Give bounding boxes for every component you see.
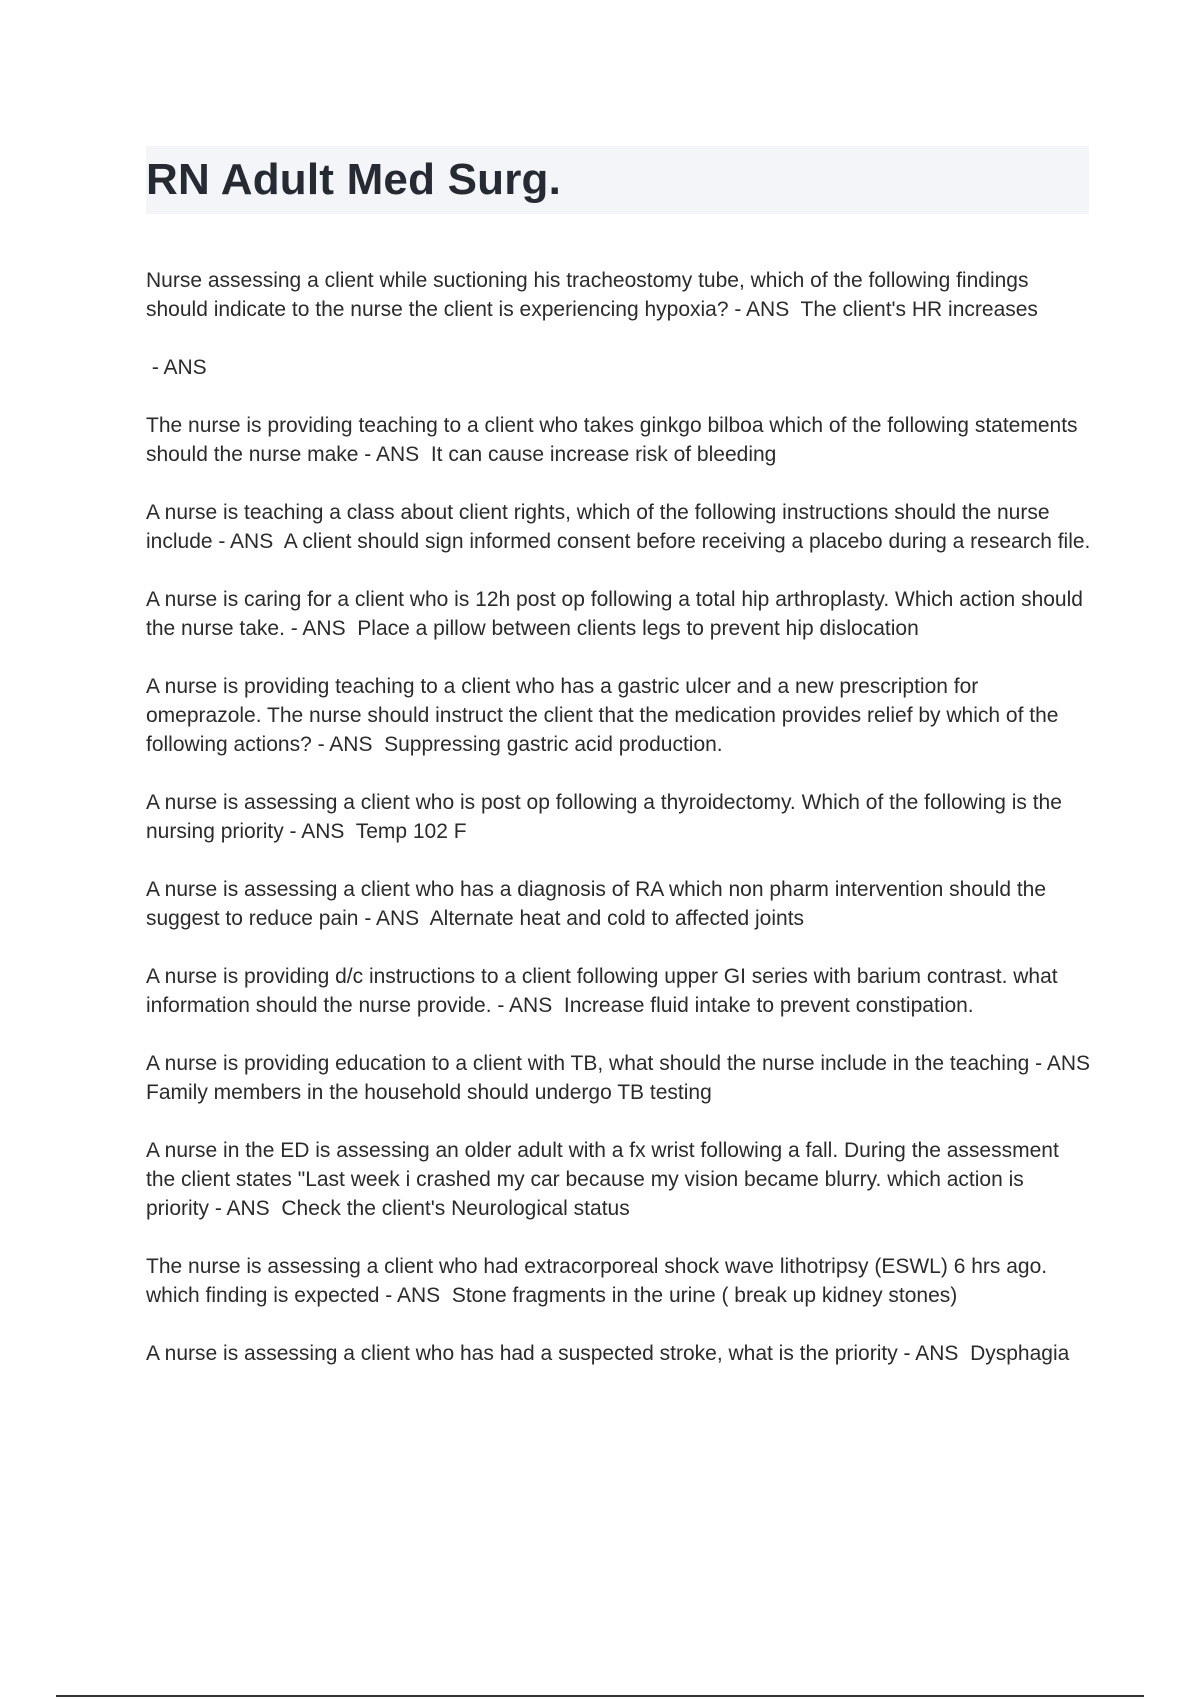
qa-item: The nurse is assessing a client who had extracorporeal shock wave lithotripsy (ESWL) 6 hrs ago. which finding is expected - ANS Stone fragments in the urine ( break up kidney stones) — [146, 1255, 1053, 1307]
title-banner — [146, 146, 1089, 214]
footer-divider — [56, 1695, 1144, 1697]
qa-item: A nurse is providing education to a client with TB, what should the nurse include in the teaching - ANS Family members in the household should undergo TB testing — [146, 1052, 1102, 1104]
page-title: RN Adult Med Surg. — [146, 155, 562, 204]
qa-item: A nurse is providing teaching to a client who has a gastric ulcer and a new prescription for omeprazole. The nurse should instruct the client that the medication provides relief by which of the following actions? - ANS Suppressing gastric acid production. — [146, 675, 1065, 756]
qa-item: A nurse is providing d/c instructions to a client following upper GI series with barium contrast. what information should the nurse provide. - ANS Increase fluid intake to prevent constipation. — [146, 965, 1064, 1017]
qa-item: A nurse is assessing a client who has had a suspected stroke, what is the priority - ANS Dysphagia — [146, 1342, 1070, 1365]
qa-item: Nurse assessing a client while suctioning his tracheostomy tube, which of the following findings should indicate to the nurse the client is experiencing hypoxia? - ANS The client's HR increases — [146, 269, 1038, 321]
qa-item: A nurse is caring for a client who is 12h post op following a total hip arthroplasty. Which action should the nurse take. - ANS Place a pillow between clients legs to prevent hip dislocation — [146, 588, 1089, 640]
question-answer-list — [146, 266, 1102, 1397]
qa-item: A nurse is assessing a client who is post op following a thyroidectomy. Which of the following is the nursing priority - ANS Temp 102 F — [146, 791, 1068, 843]
qa-item: A nurse is assessing a client who has a diagnosis of RA which non pharm intervention should the suggest to reduce pain - ANS Alternate heat and cold to affected joints — [146, 878, 1052, 930]
qa-item: A nurse in the ED is assessing an older adult with a fx wrist following a fall. During the assessment the client states "Last week i crashed my car because my vision became blurry. which action is priority - ANS Check the client's Neurological status — [146, 1139, 1065, 1220]
qa-item: A nurse is teaching a class about client rights, which of the following instructions should the nurse include - ANS A client should sign informed consent before receiving a placebo during a research file. — [146, 501, 1091, 553]
qa-item: The nurse is providing teaching to a client who takes ginkgo bilboa which of the following statements should the nurse make - ANS It can cause increase risk of bleeding — [146, 414, 1084, 466]
qa-item: - ANS — [146, 356, 207, 379]
